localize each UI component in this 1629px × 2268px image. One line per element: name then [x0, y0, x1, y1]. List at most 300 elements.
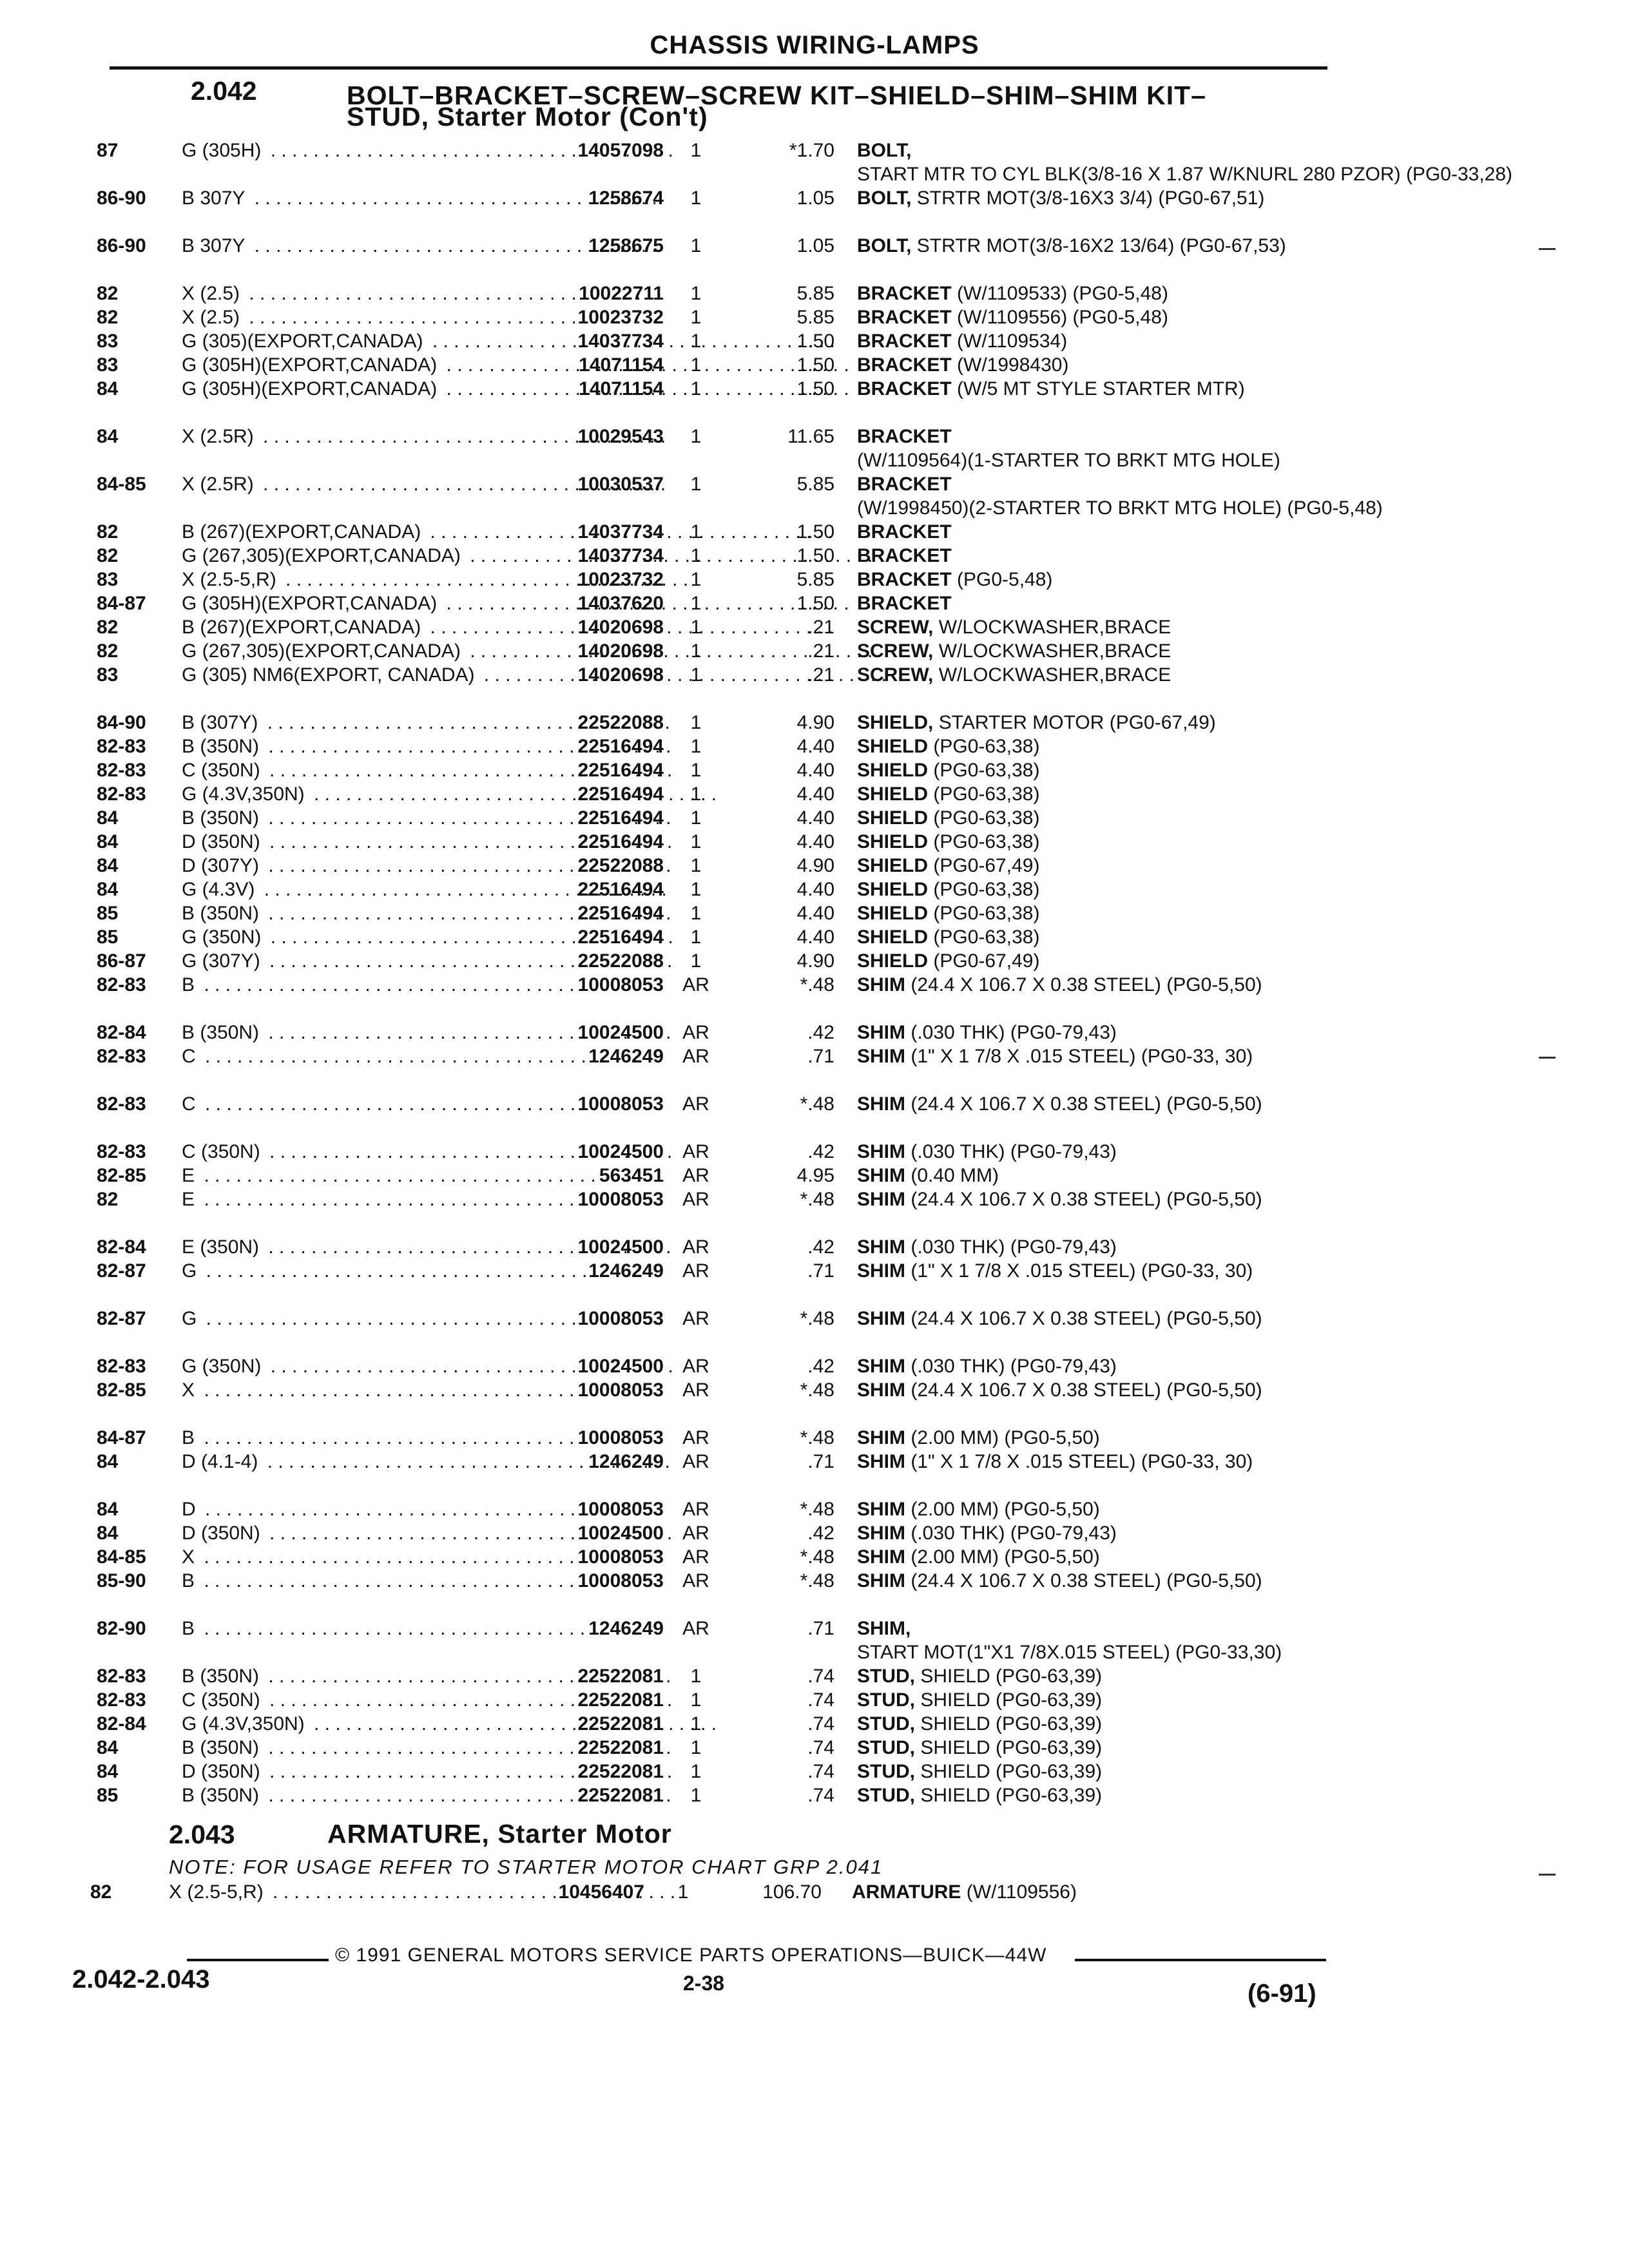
- row-price: 1.50: [796, 521, 834, 543]
- table-row: [0, 186, 1629, 234]
- table-row: [0, 758, 1629, 782]
- row-model: E (350N) . . .: [182, 1235, 533, 1259]
- table-row: [0, 591, 1629, 615]
- row-quantity: AR: [682, 1427, 709, 1448]
- row-year: 85: [97, 927, 119, 948]
- row-year: 82: [90, 1881, 112, 1903]
- row-part-number: 1246249: [588, 1260, 664, 1282]
- row-year: 84: [97, 831, 119, 852]
- row-quantity: 1: [690, 1737, 702, 1758]
- row-part-number: 22516494: [577, 736, 664, 757]
- row-price: .42: [807, 1236, 834, 1258]
- table-row: [0, 544, 1629, 568]
- table-row: [0, 1354, 1629, 1378]
- row-description: STUD, SHIELD (PG0-63,39): [857, 1737, 1103, 1758]
- row-price: .21: [807, 617, 834, 638]
- row-model: D . . .: [182, 1497, 533, 1521]
- row-price: 4.40: [796, 760, 834, 781]
- row-price: 4.40: [796, 903, 834, 924]
- row-price: .42: [807, 1356, 834, 1377]
- row-price: 1.05: [796, 187, 834, 209]
- row-description: SHIM (.030 THK) (PG0-79,43): [857, 1356, 1117, 1377]
- row-description: SHIM (24.4 X 106.7 X 0.38 STEEL) (PG0-5,50): [857, 1308, 1262, 1329]
- row-description: SHIM (24.4 X 106.7 X 0.38 STEEL) (PG0-5,50): [857, 1570, 1262, 1591]
- table-row: [0, 472, 1629, 520]
- row-quantity: 1: [690, 569, 702, 590]
- row-price: 1.50: [796, 331, 834, 352]
- row-price: .74: [807, 1689, 834, 1711]
- row-model: C (350N) . . .: [182, 1140, 533, 1164]
- row-quantity: 1: [690, 879, 702, 900]
- table-row: [0, 305, 1629, 329]
- row-model: C . . .: [182, 1092, 533, 1116]
- row-description: SHIELD (PG0-63,38): [857, 760, 1040, 781]
- row-year: 84-87: [97, 593, 146, 614]
- row-quantity: 1: [690, 712, 702, 733]
- row-model: B 307Y . . .: [182, 234, 533, 258]
- row-model: B (350N) . . .: [182, 806, 533, 830]
- row-year: 85: [97, 1785, 119, 1806]
- row-model: C . . .: [182, 1044, 533, 1068]
- row-price: .74: [807, 1713, 834, 1735]
- table-row: [0, 1259, 1629, 1307]
- row-description: SHIM (24.4 X 106.7 X 0.38 STEEL) (PG0-5,50): [857, 1189, 1262, 1210]
- row-year: 83: [97, 331, 119, 352]
- table-row: [0, 1497, 1629, 1521]
- row-part-number: 10022711: [579, 283, 664, 304]
- row-model: G . . .: [182, 1259, 533, 1283]
- row-part-number: 10008053: [577, 974, 664, 995]
- row-price: 4.40: [796, 879, 834, 900]
- section2-note: NOTE: FOR USAGE REFER TO STARTER MOTOR CHART GRP 2.041: [169, 1856, 883, 1878]
- table-row: [0, 1688, 1629, 1712]
- row-description: BRACKET: [857, 521, 952, 543]
- row-description: SHIELD (PG0-67,49): [857, 855, 1040, 876]
- row-part-number: 10023732: [577, 307, 664, 328]
- row-price: 5.85: [796, 569, 834, 590]
- row-quantity: 1: [690, 903, 702, 924]
- row-model: G (305H) . . .: [182, 139, 533, 162]
- row-price: .42: [807, 1523, 834, 1544]
- row-quantity: AR: [682, 1308, 709, 1329]
- row-description: BRACKET (W/5 MT STYLE STARTER MTR): [857, 378, 1245, 399]
- row-part-number: 22522081: [577, 1666, 664, 1687]
- row-price: 4.40: [796, 783, 834, 805]
- row-year: 84: [97, 1451, 119, 1472]
- row-part-number: 10008053: [577, 1308, 664, 1329]
- table-row: [0, 639, 1629, 663]
- row-model: B . . .: [182, 1426, 533, 1450]
- row-year: 82-83: [97, 1046, 146, 1067]
- row-model: G (305)(EXPORT,CANADA) . . .: [182, 329, 533, 353]
- row-model: B . . .: [182, 1569, 533, 1593]
- row-part-number: 14057098: [577, 140, 664, 161]
- footer-date: (6-91): [1248, 1979, 1316, 2008]
- row-description: SHIM (.030 THK) (PG0-79,43): [857, 1141, 1117, 1162]
- row-description: BOLT, STRTR MOT(3/8-16X2 13/64) (PG0-67,53): [857, 235, 1286, 256]
- row-model: G (305H)(EXPORT,CANADA) . . .: [182, 591, 533, 615]
- table-row: [0, 1426, 1629, 1450]
- row-description: SHIELD (PG0-63,38): [857, 927, 1040, 948]
- table-row: [0, 973, 1629, 1021]
- row-part-number: 1246249: [588, 1618, 664, 1639]
- row-model: E . . .: [182, 1164, 533, 1187]
- row-model: D (307Y) . . .: [182, 854, 533, 878]
- row-description: SHIELD (PG0-63,38): [857, 903, 1040, 924]
- row-description: STUD, SHIELD (PG0-63,39): [857, 1689, 1103, 1711]
- row-price: 1.50: [796, 354, 834, 376]
- table-row: [0, 1783, 1629, 1807]
- table-row: [0, 425, 1629, 472]
- table-row: [0, 878, 1629, 901]
- row-part-number: 10024500: [577, 1141, 664, 1162]
- row-model: G (307Y) . . .: [182, 949, 533, 973]
- row-model: X (2.5-5,R) . . .: [169, 1880, 526, 1904]
- row-quantity: 1: [690, 760, 702, 781]
- row-description: SHIM, START MOT(1"X1 7/8X.015 STEEL) (PG0-33,30): [857, 1618, 1282, 1663]
- row-model: B (350N) . . .: [182, 1664, 533, 1688]
- row-model: G (267,305)(EXPORT,CANADA) . . .: [182, 544, 533, 568]
- row-quantity: AR: [682, 1618, 709, 1639]
- row-part-number: 10456407: [558, 1881, 644, 1903]
- row-part-number: 22516494: [577, 879, 664, 900]
- row-model: B (267)(EXPORT,CANADA) . . .: [182, 520, 533, 544]
- row-description: BRACKET (W/1109556) (PG0-5,48): [857, 307, 1168, 328]
- header-rule: [110, 66, 1327, 70]
- row-quantity: AR: [682, 1499, 709, 1520]
- row-description: SHIM (.030 THK) (PG0-79,43): [857, 1022, 1117, 1043]
- row-part-number: 22522081: [577, 1737, 664, 1758]
- row-year: 84: [97, 1523, 119, 1544]
- row-year: 82-83: [97, 760, 146, 781]
- row-part-number: 14037620: [577, 593, 664, 614]
- row-description: BRACKET: [857, 593, 952, 614]
- row-quantity: 1: [690, 283, 702, 304]
- row-description: STUD, SHIELD (PG0-63,39): [857, 1785, 1103, 1806]
- row-model: D (350N) . . .: [182, 830, 533, 854]
- row-part-number: 1258674: [588, 187, 664, 209]
- row-quantity: 1: [690, 807, 702, 829]
- row-part-number: 10008053: [577, 1427, 664, 1448]
- row-quantity: 1: [690, 950, 702, 972]
- row-model: X . . .: [182, 1378, 533, 1402]
- row-quantity: 1: [690, 187, 702, 209]
- row-model: B . . .: [182, 973, 533, 997]
- row-model: B (267)(EXPORT,CANADA) . . .: [182, 615, 533, 639]
- row-part-number: 10008053: [577, 1570, 664, 1591]
- row-description: SHIELD (PG0-63,38): [857, 807, 1040, 829]
- row-description: BRACKET (W/1109564)(1-STARTER TO BRKT MTG HOLE): [857, 426, 1280, 471]
- table-row: [0, 1378, 1629, 1426]
- table-row: [0, 806, 1629, 830]
- row-model: X (2.5) . . .: [182, 282, 533, 305]
- row-quantity: 1: [690, 855, 702, 876]
- row-year: 84-87: [97, 1427, 146, 1448]
- row-part-number: 22522088: [577, 950, 664, 972]
- row-part-number: 10024500: [577, 1022, 664, 1043]
- footer-rule-left: [187, 1959, 329, 1961]
- row-model: X (2.5-5,R) . . .: [182, 568, 533, 591]
- row-year: 82-85: [97, 1379, 146, 1401]
- row-part-number: 10024500: [577, 1356, 664, 1377]
- row-part-number: 10024500: [577, 1236, 664, 1258]
- table-row: [0, 949, 1629, 973]
- row-model: D (350N) . . .: [182, 1521, 533, 1545]
- row-price: 11.65: [787, 426, 834, 447]
- section-title-line1: BOLT–BRACKET–SCREW–SCREW KIT–SHIELD–SHIM–SHIM KIT–: [347, 81, 1207, 110]
- row-quantity: 1: [690, 354, 702, 376]
- section-title-line2: STUD, Starter Motor (Con't): [347, 102, 708, 131]
- footer-copyright: © 1991 GENERAL MOTORS SERVICE PARTS OPERATIONS—BUICK—44W: [335, 1945, 1047, 1966]
- row-year: 82-83: [97, 974, 146, 995]
- row-model: B 307Y . . .: [182, 186, 533, 210]
- row-part-number: 10008053: [577, 1546, 664, 1568]
- table-row: [0, 1545, 1629, 1569]
- row-description: SCREW, W/LOCKWASHER,BRACE: [857, 617, 1171, 638]
- row-price: 1.50: [796, 545, 834, 566]
- row-part-number: 22522081: [577, 1713, 664, 1735]
- row-description: SHIM (1" X 1 7/8 X .015 STEEL) (PG0-33, 30): [857, 1260, 1253, 1282]
- row-price: .71: [807, 1046, 834, 1067]
- row-quantity: AR: [682, 1260, 709, 1282]
- table-row: [0, 1140, 1629, 1164]
- table-row: [0, 711, 1629, 735]
- row-description: SHIM (24.4 X 106.7 X 0.38 STEEL) (PG0-5,50): [857, 974, 1262, 995]
- row-part-number: 22522088: [577, 855, 664, 876]
- row-model: D (4.1-4) . . .: [182, 1450, 533, 1474]
- row-description: BRACKET (W/1998450)(2-STARTER TO BRKT MTG HOLE) (PG0-5,48): [857, 474, 1383, 519]
- row-part-number: 14037734: [577, 331, 664, 352]
- row-year: 84: [97, 378, 119, 399]
- row-quantity: AR: [682, 1165, 709, 1186]
- row-year: 82-83: [97, 1689, 146, 1711]
- row-price: 1.50: [796, 378, 834, 399]
- table-row: [0, 615, 1629, 639]
- row-description: SHIM (24.4 X 106.7 X 0.38 STEEL) (PG0-5,50): [857, 1093, 1262, 1115]
- row-price: .42: [807, 1141, 834, 1162]
- row-quantity: 1: [690, 664, 702, 686]
- row-description: SHIELD (PG0-63,38): [857, 783, 1040, 805]
- row-quantity: 1: [690, 331, 702, 352]
- row-quantity: AR: [682, 1570, 709, 1591]
- row-quantity: 1: [690, 426, 702, 447]
- row-description: SHIELD (PG0-67,49): [857, 950, 1040, 972]
- row-part-number: 22516494: [577, 927, 664, 948]
- row-price: 5.85: [796, 307, 834, 328]
- row-description: BOLT, STRTR MOT(3/8-16X3 3/4) (PG0-67,51): [857, 187, 1265, 209]
- row-quantity: AR: [682, 1379, 709, 1401]
- row-description: BRACKET (W/1998430): [857, 354, 1069, 376]
- row-year: 82-90: [97, 1618, 146, 1639]
- row-price: *.48: [800, 1379, 834, 1401]
- row-price: 1.50: [796, 593, 834, 614]
- row-quantity: 1: [690, 1713, 702, 1735]
- row-description: SHIELD (PG0-63,38): [857, 831, 1040, 852]
- row-year: 85: [97, 903, 119, 924]
- row-part-number: 10008053: [577, 1189, 664, 1210]
- row-year: 86-87: [97, 950, 146, 972]
- row-price: .74: [807, 1666, 834, 1687]
- row-year: 84: [97, 855, 119, 876]
- row-quantity: 1: [690, 831, 702, 852]
- row-year: 82-84: [97, 1236, 146, 1258]
- table-row: [0, 1760, 1629, 1783]
- row-description: SHIM (0.40 MM): [857, 1165, 999, 1186]
- row-model: B (350N) . . .: [182, 735, 533, 758]
- row-year: 84: [97, 1761, 119, 1782]
- row-year: 82: [97, 521, 119, 543]
- footer-section-range: 2.042-2.043: [72, 1965, 210, 1994]
- row-year: 82-83: [97, 1141, 146, 1162]
- margin-mark: [1539, 1874, 1556, 1876]
- row-description: SHIELD (PG0-63,38): [857, 736, 1040, 757]
- row-part-number: 22516494: [577, 760, 664, 781]
- row-model: G (305H)(EXPORT,CANADA) . . .: [182, 377, 533, 401]
- table-row: [0, 377, 1629, 425]
- row-part-number: 10024500: [577, 1523, 664, 1544]
- row-model: B (350N) . . .: [182, 1021, 533, 1044]
- row-price: *.48: [800, 1546, 834, 1568]
- row-part-number: 14071154: [579, 378, 664, 399]
- row-price: 4.40: [796, 736, 834, 757]
- table-row: [0, 1664, 1629, 1688]
- armature-row: [0, 1880, 1629, 1904]
- row-model: C (350N) . . .: [182, 1688, 533, 1712]
- table-row: [0, 139, 1629, 186]
- row-model: B (350N) . . .: [182, 1783, 533, 1807]
- row-model: C (350N) . . .: [182, 758, 533, 782]
- row-model: B (307Y) . . .: [182, 711, 533, 735]
- row-model: G (305) NM6(EXPORT, CANADA) . . .: [182, 663, 533, 687]
- row-description: BRACKET (PG0-5,48): [857, 569, 1053, 590]
- row-quantity: AR: [682, 1236, 709, 1258]
- row-price: 4.95: [796, 1165, 834, 1186]
- row-model: B (350N) . . .: [182, 901, 533, 925]
- section-number: 2.042: [191, 76, 257, 106]
- row-part-number: 22522081: [577, 1689, 664, 1711]
- row-price: .21: [807, 640, 834, 662]
- row-year: 84: [97, 1737, 119, 1758]
- row-part-number: 14020698: [577, 617, 664, 638]
- row-part-number: 10030537: [577, 474, 664, 495]
- row-year: 82: [97, 1189, 119, 1210]
- row-quantity: 1: [690, 736, 702, 757]
- row-model: D (350N) . . .: [182, 1760, 533, 1783]
- row-year: 84: [97, 1499, 119, 1520]
- row-quantity: 1: [690, 1761, 702, 1782]
- footer-page-number: 2-38: [683, 1972, 725, 1995]
- row-quantity: AR: [682, 1189, 709, 1210]
- row-year: 84-85: [97, 1546, 146, 1568]
- row-quantity: 1: [690, 474, 702, 495]
- row-description: BRACKET (W/1109534): [857, 331, 1068, 352]
- row-price: *1.70: [789, 140, 834, 161]
- row-description: SHIM (2.00 MM) (PG0-5,50): [857, 1499, 1100, 1520]
- row-year: 86-90: [97, 235, 146, 256]
- row-quantity: AR: [682, 1141, 709, 1162]
- table-row: [0, 830, 1629, 854]
- table-row: [0, 568, 1629, 591]
- row-quantity: AR: [682, 1546, 709, 1568]
- table-row: [0, 782, 1629, 806]
- row-part-number: 14037734: [577, 521, 664, 543]
- row-quantity: 1: [690, 927, 702, 948]
- row-quantity: AR: [682, 1451, 709, 1472]
- row-description: ARMATURE (W/1109556): [852, 1881, 1077, 1903]
- row-part-number: 10008053: [577, 1499, 664, 1520]
- row-price: .42: [807, 1022, 834, 1043]
- table-row: [0, 925, 1629, 949]
- row-price: .71: [807, 1451, 834, 1472]
- row-quantity: AR: [682, 1523, 709, 1544]
- row-year: 82: [97, 640, 119, 662]
- table-row: [0, 1235, 1629, 1259]
- row-price: *.48: [800, 1093, 834, 1115]
- table-row: [0, 1044, 1629, 1092]
- row-year: 84-85: [97, 474, 146, 495]
- row-year: 82-87: [97, 1308, 146, 1329]
- row-quantity: 1: [677, 1881, 689, 1903]
- row-price: *.48: [800, 1570, 834, 1591]
- row-price: 4.90: [796, 855, 834, 876]
- row-part-number: 1246249: [588, 1451, 664, 1472]
- row-description: STUD, SHIELD (PG0-63,39): [857, 1713, 1103, 1735]
- row-model: G (350N) . . .: [182, 1354, 533, 1378]
- table-row: [0, 901, 1629, 925]
- row-price: .71: [807, 1618, 834, 1639]
- row-part-number: 22516494: [577, 807, 664, 829]
- row-description: SCREW, W/LOCKWASHER,BRACE: [857, 664, 1171, 686]
- table-row: [0, 353, 1629, 377]
- table-row: [0, 1307, 1629, 1354]
- row-year: 82-83: [97, 736, 146, 757]
- row-price: .71: [807, 1260, 834, 1282]
- row-description: SHIM (1" X 1 7/8 X .015 STEEL) (PG0-33, 30): [857, 1451, 1253, 1472]
- row-description: SHIM (24.4 X 106.7 X 0.38 STEEL) (PG0-5,50): [857, 1379, 1262, 1401]
- row-model: G (305H)(EXPORT,CANADA) . . .: [182, 353, 533, 377]
- row-year: 87: [97, 140, 119, 161]
- row-price: 5.85: [796, 474, 834, 495]
- row-part-number: 10008053: [577, 1379, 664, 1401]
- row-model: G (4.3V,350N) . . .: [182, 1712, 533, 1736]
- row-part-number: 10008053: [577, 1093, 664, 1115]
- row-part-number: 22522081: [577, 1761, 664, 1782]
- row-model: G (267,305)(EXPORT,CANADA) . . .: [182, 639, 533, 663]
- row-model: G (350N) . . .: [182, 925, 533, 949]
- row-quantity: 1: [690, 307, 702, 328]
- row-price: .21: [807, 664, 834, 686]
- table-row: [0, 1617, 1629, 1664]
- row-quantity: 1: [690, 1666, 702, 1687]
- row-year: 82: [97, 283, 119, 304]
- table-row: [0, 282, 1629, 305]
- row-price: .74: [807, 1761, 834, 1782]
- row-part-number: 22522081: [577, 1785, 664, 1806]
- row-description: SHIM (2.00 MM) (PG0-5,50): [857, 1546, 1100, 1568]
- row-price: *.48: [800, 974, 834, 995]
- row-description: STUD, SHIELD (PG0-63,39): [857, 1666, 1103, 1687]
- row-price: 4.40: [796, 807, 834, 829]
- table-row: [0, 520, 1629, 544]
- row-description: BRACKET (W/1109533) (PG0-5,48): [857, 283, 1168, 304]
- table-row: [0, 735, 1629, 758]
- row-year: 83: [97, 664, 119, 686]
- row-year: 84: [97, 807, 119, 829]
- table-row: [0, 1736, 1629, 1760]
- row-quantity: 1: [690, 1689, 702, 1711]
- page-header-title: CHASSIS WIRING-LAMPS: [650, 31, 979, 59]
- row-year: 82-84: [97, 1713, 146, 1735]
